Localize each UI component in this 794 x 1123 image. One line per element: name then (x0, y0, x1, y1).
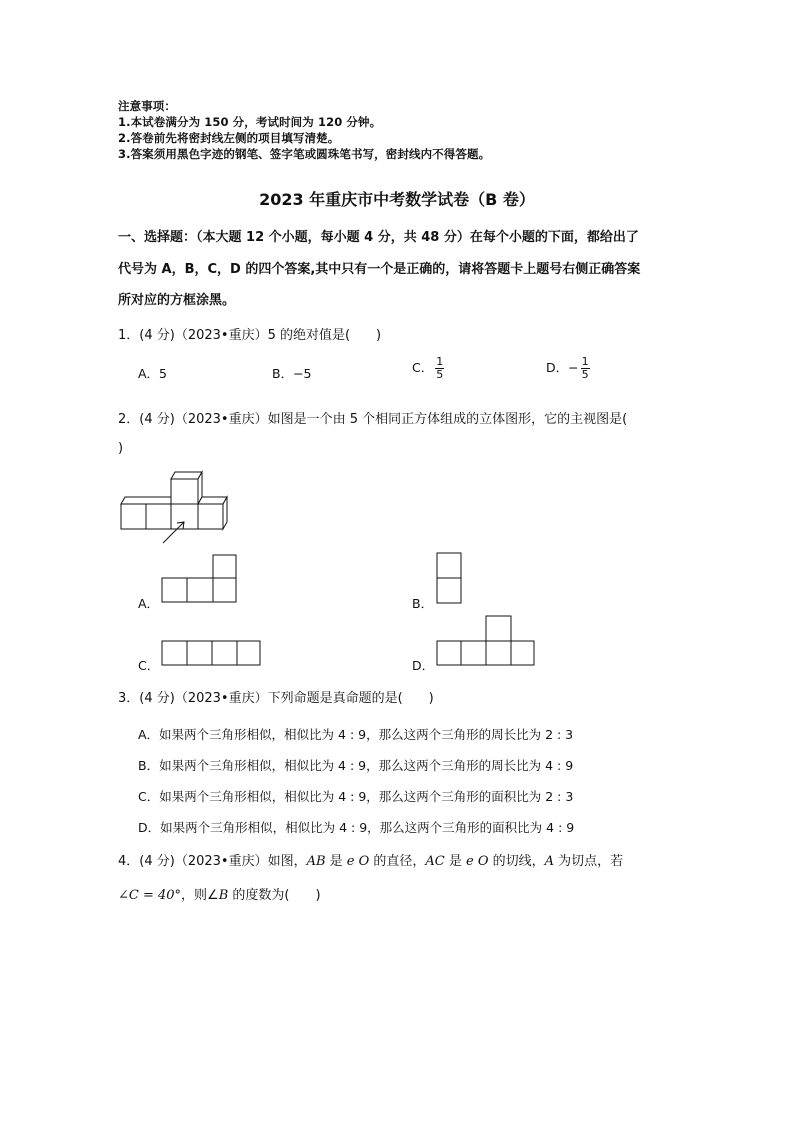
q2-option-c-view (160, 640, 264, 668)
q4-prefix: 4．(4 分)（2023•重庆）如图， (118, 854, 307, 869)
page-title: 2023 年重庆市中考数学试卷（B 卷） (259, 190, 535, 209)
q2-option-c-label: C． (138, 658, 160, 673)
q3-stem: 3．(4 分)（2023•重庆）下列命题是真命题的是( ) (118, 691, 434, 706)
q2-stem-line-2: ) (118, 441, 124, 456)
q4-stem-line-1 (118, 850, 623, 869)
section-1-line-3: 所对应的方框涂黑。 (118, 293, 236, 308)
q1-option-c (412, 356, 444, 381)
q4-line2-d: 的度数为( ) (228, 888, 321, 903)
q4-mid-4: 的切线， (488, 854, 545, 869)
q1-option-d-fraction (581, 356, 590, 381)
q2-3d-figure (118, 468, 230, 548)
q4-mid-1: 是 (325, 854, 347, 869)
q2-option-d-label: D． (412, 658, 435, 673)
q4-circle-1: e O (346, 854, 370, 869)
q1-option-b: B．−5 (272, 366, 312, 381)
q2-option-a-view (160, 554, 240, 604)
q3-option-b: B．如果两个三角形相似，相似比为 4 : 9，那么这两个三角形的周长比为 4 : 9 (138, 758, 574, 773)
q4-angle-b: B (218, 888, 229, 903)
q1-option-d (546, 356, 590, 381)
q1-option-d-label: D．− (546, 360, 579, 375)
q2-option-b-label: B． (412, 596, 434, 611)
q1-option-c-denominator: 5 (436, 368, 444, 381)
q4-ac: AC (425, 854, 445, 869)
q2-option-a-label: A． (138, 596, 160, 611)
q4-mid-2: 的直径， (369, 854, 426, 869)
q1-option-a: A．5 (138, 366, 168, 381)
notice-line-2: 2.答卷前先将密封线左侧的项目填写清楚。 (118, 131, 340, 145)
q4-circle-2: e O (466, 854, 489, 869)
q4-line2-b: ，则∠ (181, 888, 219, 903)
q4-ab: AB (306, 854, 326, 869)
notice-line-1: 1.本试卷满分为 150 分，考试时间为 120 分钟。 (118, 115, 382, 129)
q3-option-a: A．如果两个三角形相似，相似比为 4 : 9，那么这两个三角形的周长比为 2 : 3 (138, 727, 574, 742)
q3-option-c: C．如果两个三角形相似，相似比为 4 : 9，那么这两个三角形的面积比为 2 : 3 (138, 789, 574, 804)
q3-option-d: D．如果两个三角形相似，相似比为 4 : 9，那么这两个三角形的面积比为 4 : 9 (138, 820, 575, 835)
section-1-line-1: 一、选择题：（本大题 12 个小题，每小题 4 分，共 48 分）在每个小题的下面，都给出了 (118, 230, 639, 245)
notice-heading: 注意事项： (118, 99, 176, 113)
q1-option-d-numerator: 1 (581, 355, 589, 368)
q4-mid-3: 是 (444, 854, 467, 869)
q2-option-d-view (435, 615, 539, 667)
section-1-line-2: 代号为 A，B，C，D 的四个答案,其中只有一个是正确的，请将答题卡上题号右侧正确答案 (118, 262, 641, 277)
q4-mid-5: 为切点，若 (554, 854, 624, 869)
q1-option-c-label: C． (412, 360, 434, 375)
q4-point-a: A (544, 854, 555, 869)
notice-line-3: 3.答案须用黑色字迹的钢笔、签字笔或圆珠笔书写，密封线内不得答题。 (118, 147, 491, 161)
q1-option-d-denominator: 5 (581, 368, 589, 381)
q2-option-b-view (435, 552, 465, 606)
q4-angle-c: ∠C = 40° (118, 888, 182, 903)
q1-option-c-fraction (435, 356, 444, 381)
q1-option-c-numerator: 1 (436, 355, 444, 368)
q1-stem: 1．(4 分)（2023•重庆）5 的绝对值是( ) (118, 328, 382, 343)
q2-stem-line-1: 2．(4 分)（2023•重庆）如图是一个由 5 个相同正方体组成的立体图形，它的主视图是( (118, 412, 628, 427)
q4-stem-line-2 (118, 884, 321, 903)
